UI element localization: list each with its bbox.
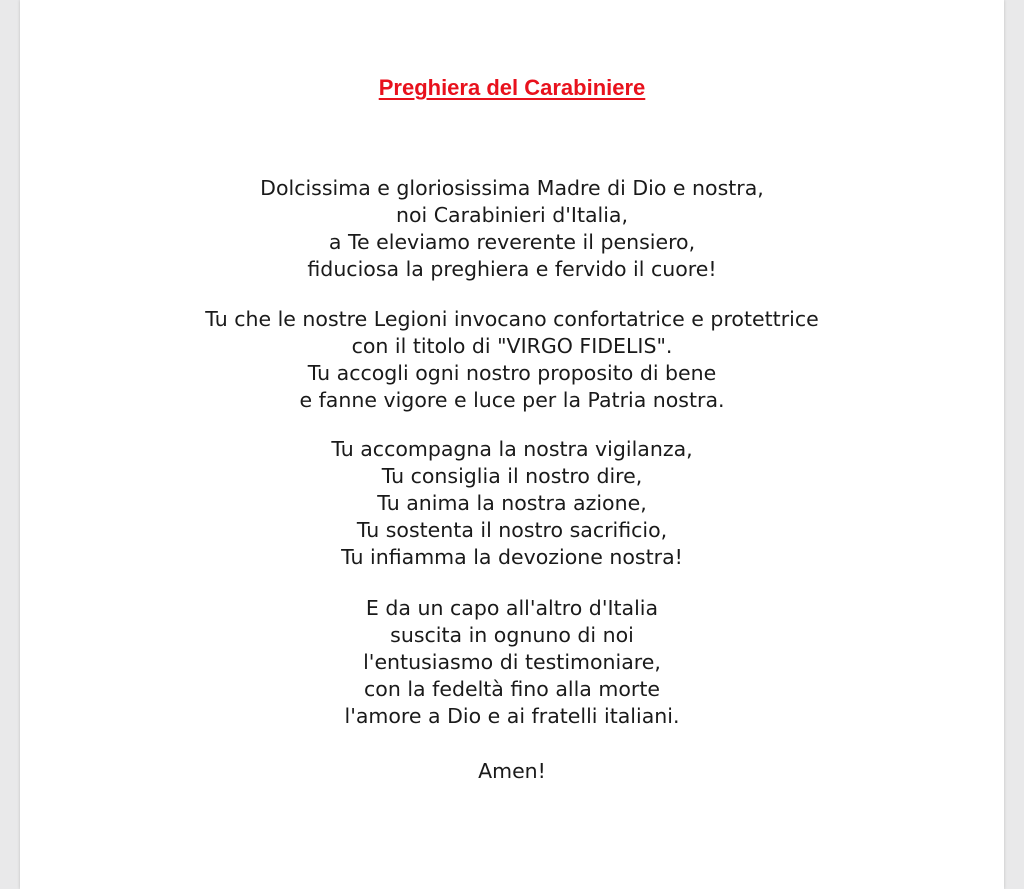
stanza-line: suscita in ognuno di noi xyxy=(390,623,634,647)
stanza-line: fiduciosa la preghiera e fervido il cuore! xyxy=(307,257,717,281)
stanza-line: Tu consiglia il nostro dire, xyxy=(381,464,643,488)
document-page xyxy=(20,0,1004,889)
stanza-line: Tu accompagna la nostra vigilanza, xyxy=(331,437,693,461)
stanza-line: Tu sostenta il nostro sacrificio, xyxy=(356,518,668,542)
stanza-line: a Te eleviamo reverente il pensiero, xyxy=(328,230,696,254)
stanza-line: Tu anima la nostra azione, xyxy=(377,491,647,515)
stanza-line: E da un capo all'altro d'Italia xyxy=(365,596,659,620)
stanza-line: e fanne vigore e luce per la Patria nostra. xyxy=(299,388,725,412)
stanza-line: noi Carabinieri d'Italia, xyxy=(395,203,629,227)
stanza-5 xyxy=(20,758,1004,785)
stanza-line: con il titolo di "VIRGO FIDELIS". xyxy=(351,334,673,358)
stanza-3 xyxy=(20,436,1004,571)
stanza-line: l'amore a Dio e ai fratelli italiani. xyxy=(344,704,680,728)
closing-amen: Amen! xyxy=(478,759,546,783)
stanza-line: l'entusiasmo di testimoniare, xyxy=(363,650,661,674)
stanza-line: Tu che le nostre Legioni invocano confortatrice e protettrice xyxy=(205,307,819,331)
stanza-1 xyxy=(20,175,1004,283)
page-title: Preghiera del Carabiniere xyxy=(378,75,646,100)
stanza-line: Tu infiamma la devozione nostra! xyxy=(341,545,683,569)
stanza-2 xyxy=(20,306,1004,414)
stanza-line: con la fedeltà fino alla morte xyxy=(364,677,660,701)
stanza-line: Dolcissima e gloriosissima Madre di Dio e nostra, xyxy=(260,176,764,200)
stanza-line: Tu accogli ogni nostro proposito di bene xyxy=(307,361,717,385)
stanza-4 xyxy=(20,595,1004,730)
